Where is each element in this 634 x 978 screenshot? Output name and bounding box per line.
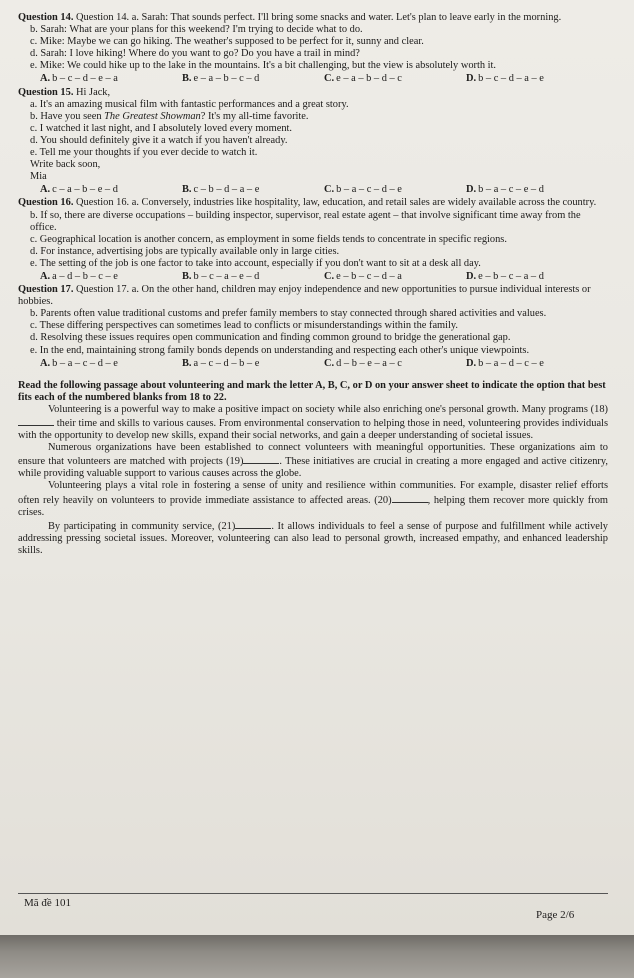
q14-line-a xyxy=(18,12,608,24)
q15-option-c[interactable]: C. b – a – c – d – e xyxy=(324,184,402,196)
q17-option-b[interactable]: B. a – c – d – b – e xyxy=(182,357,260,369)
q15-options xyxy=(18,184,608,196)
q15-option-a[interactable]: A. c – a – b – e – d xyxy=(40,184,118,196)
q17-line-a-text: Question 17. a. On the other hand, children may enjoy independence and new opportunities to pursue individual interests or hobbies. xyxy=(18,284,591,308)
q16-title: Question 16. xyxy=(18,197,74,209)
q15-line-d: d. You should definitely give it a watch if you haven't already. xyxy=(30,134,288,146)
q14-line-d: d. Sarah: I love hiking! Where do you want to go? Do you have a trail in mind? xyxy=(30,48,360,60)
q17-line-b: b. Parents often value traditional customs and prefer family members to stay connected through shared activities and values. xyxy=(30,308,547,320)
q15-line-c: c. I watched it last night, and I absolutely loved every moment. xyxy=(30,122,293,134)
q17-line-a xyxy=(18,284,608,308)
passage-paragraph-1: Volunteering is a powerful way to make a positive impact on society while also enriching one's personal growth. Many programs (18) their time and skills to various causes. From environmental conservation to helping those in need, volunteering provides individuals with the opportunity to develop new skills, expand their social networks, and gain a deeper understanding of societal issues. xyxy=(18,403,608,442)
q16-option-b[interactable]: B. b – c – a – e – d xyxy=(182,270,260,282)
q14-line-a-text: Question 14. a. Sarah: That sounds perfect. I'll bring some snacks and water. Let's plan to leave early in the morning. xyxy=(76,12,562,23)
q15-film-title: The Greatest Showman xyxy=(104,110,201,122)
volunteering-passage xyxy=(18,404,608,557)
q15-header xyxy=(18,87,608,99)
q16-line-a xyxy=(18,197,608,209)
page-number: Page 2/6 xyxy=(536,909,575,921)
q17-option-c[interactable]: C. d – b – e – a – c xyxy=(324,357,402,369)
q15-opening: Hi Jack, xyxy=(76,86,111,98)
q16-line-e: e. The setting of the job is one factor to take into account, especially if you don't want to sit at a desk all day. xyxy=(30,257,481,269)
q15-signature: Mia xyxy=(30,171,47,183)
q15-option-d[interactable]: D. b – a – c – e – d xyxy=(466,184,544,196)
q14-line-e: e. Mike: We could hike up to the lake in the mountains. It's a bit challenging, but the view is absolutely worth it. xyxy=(30,60,497,72)
q17-line-c: c. These differing perspectives can sometimes lead to conflicts or misunderstandings within the family. xyxy=(30,320,459,332)
q17-line-d: d. Resolving these issues requires open communication and finding common ground to bridge the generational gap. xyxy=(30,332,511,344)
q16-option-a[interactable]: A. a – d – b – c – e xyxy=(40,270,118,282)
exam-code: Mã đề 101 xyxy=(24,897,72,909)
passage-paragraph-4: By participating in community service, (21) . It allows individuals to feel a sense of purpose and fulfillment while actively addressing pressing societal issues. Moreover, volunteering can also lead to personal growth, increased empathy, and enhanced leadership skills. xyxy=(18,520,609,556)
blank-18[interactable] xyxy=(18,416,54,426)
q14-option-d[interactable]: D. b – c – d – a – e xyxy=(466,73,544,85)
passage-paragraph-3: Volunteering plays a vital role in fostering a sense of unity and resilience within communities. For example, disaster relief efforts often rely heavily on volunteers to provide immediate assistance to affected areas. (20) , helping them recover more quickly from crises. xyxy=(18,480,608,518)
footer-divider xyxy=(18,893,608,894)
blank-19[interactable] xyxy=(243,454,279,464)
passage-paragraph-2: Numerous organizations have been established to connect volunteers with meaningful opportunities. These organizations aim to ensure that volunteers are matched with projects (19) . These initiatives are crucial in creating a more engaged and active citizenry, while providing valuable support to various causes across the globe. xyxy=(18,442,608,480)
q14-options xyxy=(18,73,608,85)
q17-options xyxy=(18,358,608,370)
q17-title: Question 17. xyxy=(18,284,74,296)
q14-option-b[interactable]: B. e – a – b – c – d xyxy=(182,73,260,85)
q15-closing: Write back soon, xyxy=(30,159,101,171)
page-content xyxy=(18,12,608,557)
question-16 xyxy=(18,197,608,283)
q16-line-d: d. For instance, advertising jobs are typically available only in large cities. xyxy=(30,245,340,257)
q17-line-e: e. In the end, maintaining strong family bonds depends on understanding and respecting each other's unique viewpoints. xyxy=(30,344,530,356)
question-17 xyxy=(18,284,608,370)
q14-option-a[interactable]: A. b – c – d – e – a xyxy=(40,73,118,85)
q17-option-d[interactable]: D. b – a – d – c – e xyxy=(466,357,544,369)
q15-line-a: a. It's an amazing musical film with fantastic performances and a great story. xyxy=(30,98,349,110)
q16-line-b: b. If so, there are diverse occupations – building inspector, supervisor, real estate agent – that involve significant time away from the office. xyxy=(30,209,581,233)
blank-21[interactable] xyxy=(235,519,271,529)
question-14 xyxy=(18,12,608,86)
q14-option-c[interactable]: C. e – a – b – d – c xyxy=(324,73,402,85)
q15-line-b: b. Have you seen The Greatest Showman? It's my all-time favorite. xyxy=(30,110,309,122)
q16-options xyxy=(18,271,608,283)
q16-option-d[interactable]: D. e – b – c – a – d xyxy=(466,270,544,282)
q15-option-b[interactable]: B. c – b – d – a – e xyxy=(182,184,260,196)
q14-line-b: b. Sarah: What are your plans for this weekend? I'm trying to decide what to do. xyxy=(30,24,363,36)
question-15 xyxy=(18,87,608,197)
page-edge-shadow xyxy=(0,935,634,978)
blank-20[interactable] xyxy=(392,493,428,503)
q15-title: Question 15. xyxy=(18,86,74,98)
q16-line-c: c. Geographical location is another concern, as employment in some fields tends to concentrate in specific regions. xyxy=(30,233,507,245)
q15-line-e: e. Tell me your thoughts if you ever decide to watch it. xyxy=(30,147,258,159)
q14-title: Question 14. xyxy=(18,12,74,23)
q16-option-c[interactable]: C. e – b – c – d – a xyxy=(324,270,402,282)
q16-line-a-text: Question 16. a. Conversely, industries like hospitality, law, education, and retail sales are widely available across the country. xyxy=(76,197,597,209)
q17-option-a[interactable]: A. b – a – c – d – e xyxy=(40,357,118,369)
q14-line-c: c. Mike: Maybe we can go hiking. The weather's supposed to be perfect for it, sunny and clear. xyxy=(30,36,424,48)
reading-instruction: Read the following passage about volunteering and mark the letter A, B, C, or D on your answer sheet to indicate the option that best fits each of the numbered blanks from 18 to 22. xyxy=(18,379,606,403)
